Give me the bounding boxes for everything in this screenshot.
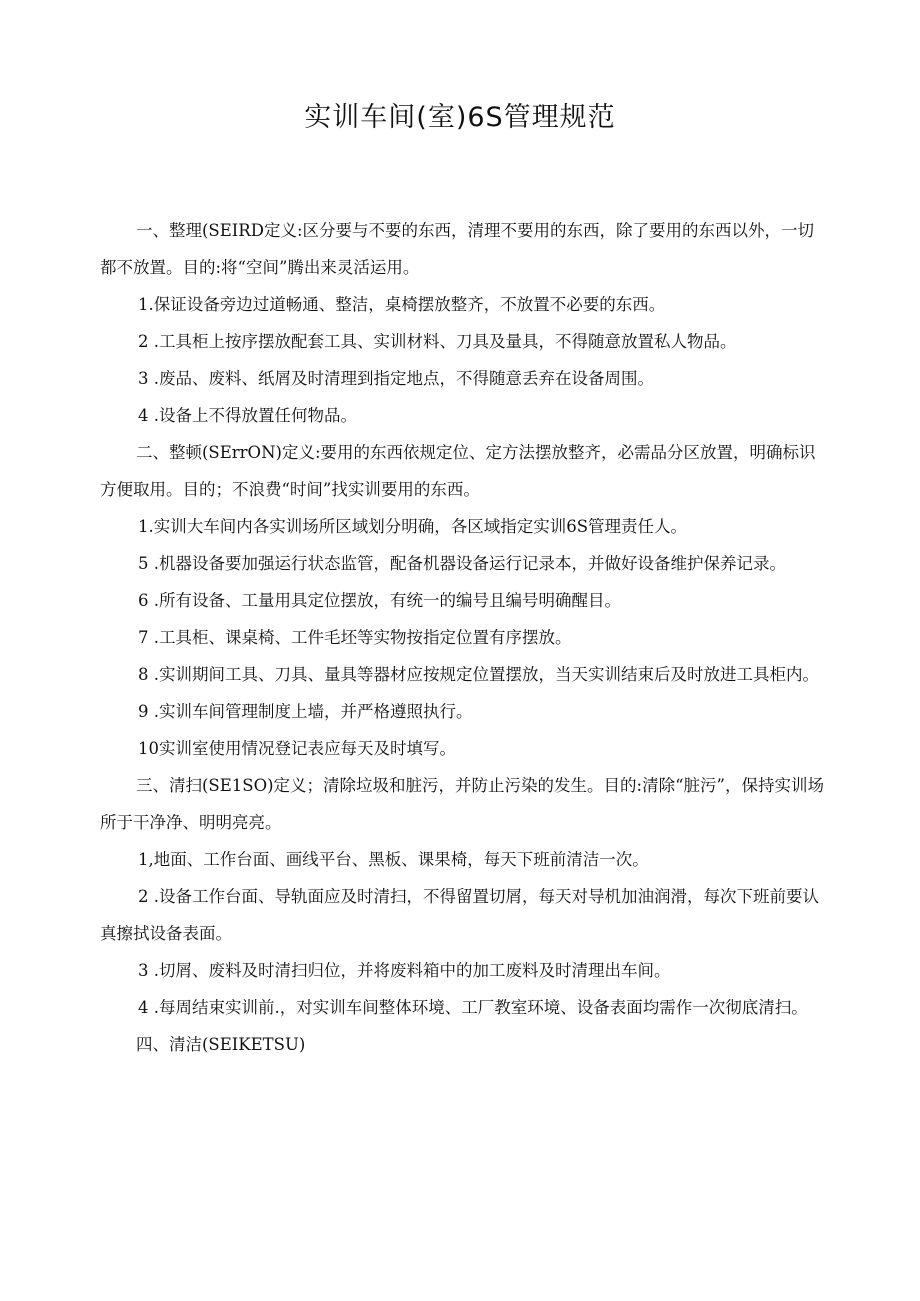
list-item: 7 .工具柜、课桌椅、工件毛坯等实物按指定位置有序摆放。	[138, 628, 572, 647]
list-item: 2 .工具柜上按序摆放配套工具、实训材料、刀具及量具，不得随意放置私人物品。	[138, 332, 737, 351]
list-item: 9 .实训车间管理制度上墙，并严格遵照执行。	[138, 702, 473, 721]
section-heading-1: 一、整理(SEIRD定义:区分要与不要的东西，清理不要用的东西，除了要用的东西以外，一切都不放置。目的:将“空间”腾出来灵活运用。	[100, 221, 815, 277]
list-item: 1,地面、工作台面、画线平台、黑板、课果椅，每天下班前清洁一次。	[138, 850, 649, 869]
list-item: 3 .废品、废料、纸屑及时清理到指定地点，不得随意丢弃在设备周围。	[138, 369, 654, 388]
section-heading-2: 二、整顿(SErrON)定义:要用的东西依规定位、定方法摆放整齐，必需品分区放置，明确标识方便取用。目的；不浪费“时间”找实训要用的东西。	[100, 443, 816, 499]
list-item: 1.实训大车间内各实训场所区域划分明确，各区域指定实训6S管理责任人。	[138, 517, 688, 536]
list-item: 3 .切屑、废料及时清扫归位，并将废料箱中的加工废料及时清理出车间。	[138, 961, 671, 980]
list-item: 10实训室使用情况登记表应每天及时填写。	[138, 739, 456, 758]
list-item: 5 .机器设备要加强运行状态监管，配备机器设备运行记录本，并做好设备维护保养记录。	[138, 554, 786, 573]
list-item: 6 .所有设备、工量用具定位摆放，有统一的编号且编号明确醒目。	[138, 591, 621, 610]
list-item: 8 .实训期间工具、刀具、量具等器材应按规定位置摆放，当天实训结束后及时放进工具柜内。	[138, 665, 819, 684]
list-item: 2 .设备工作台面、导轨面应及时清扫，不得留置切屑，每天对导机加油润滑，每次下班前要认真擦拭设备表面。	[100, 887, 819, 943]
list-item: 1.保证设备旁边过道畅通、整洁，桌椅摆放整齐，不放置不必要的东西。	[138, 295, 666, 314]
document-title: 实训车间(室)6S管理规范	[304, 102, 616, 133]
list-item: 4 .每周结束实训前.，对实训车间整体环境、工厂教室环境、设备表面均需作一次彻底清扫。	[138, 998, 808, 1017]
section-heading-4: 四、清洁(SEIKETSU)	[136, 1035, 306, 1054]
document-body	[100, 212, 824, 1063]
section-heading-3: 三、清扫(SE1SO)定义；清除垃圾和脏污，并防止污染的发生。目的:清除“脏污”，保持实训场所于干净净、明明亮亮。	[100, 776, 824, 832]
list-item: 4 .设备上不得放置任何物品。	[138, 406, 357, 425]
